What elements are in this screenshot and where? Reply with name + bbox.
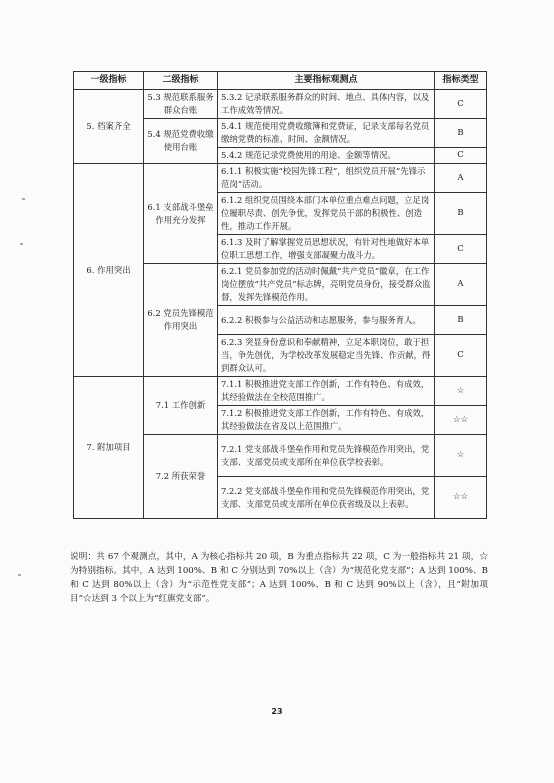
page-number: 23 [271,707,283,716]
level2-cell: 7.1 工作创新 [144,377,218,435]
type-cell: ☆☆ [435,477,487,519]
observation-cell: 7.2.1 党支部战斗堡垒作用和党员先锋模范作用突出，党支部、支部党员或支部所在单位获学校表彰。 [218,435,435,477]
header-observation: 主要指标观测点 [218,72,435,90]
level2-cell: 6.1 支部战斗堡垒作用充分发挥 [144,164,218,264]
level2-cell: 6.2 党员先锋模范作用突出 [144,264,218,377]
header-level2: 二级指标 [144,72,218,90]
level1-cell: 7. 附加项目 [74,377,144,519]
observation-cell: 6.1.1 积极实施“校园先锋工程”，组织党员开展“先锋示范岗”活动。 [218,164,435,193]
type-cell: C [435,148,487,164]
table-row [74,164,487,193]
header-type: 指标类型 [435,72,487,90]
level2-cell: 7.2 所获荣誉 [144,435,218,519]
observation-cell: 7.2.2 党支部战斗堡垒作用和党员先锋模范作用突出，党支部、支部党员或支部所在单位获省级及以上表彰。 [218,477,435,519]
type-cell: A [435,164,487,193]
observation-cell: 6.2.1 党员参加党的活动时佩戴“共产党员”徽章，在工作岗位摆放“共产党员”标志牌，亮明党员身份，接受群众监督，发挥先锋模范作用。 [218,264,435,306]
type-cell: C [435,90,487,119]
scan-mark [22,198,25,200]
type-cell: C [435,335,487,377]
table-row [74,377,487,406]
type-cell: A [435,264,487,306]
observation-cell: 6.2.2 积极参与公益活动和志愿服务，参与服务育人。 [218,306,435,335]
level2-cell: 5.4 规范党费收缴使用台账 [144,119,218,164]
indicator-table [73,71,487,519]
table-row [74,90,487,119]
type-cell: ☆☆ [435,406,487,435]
observation-cell: 6.1.2 组织党员围绕本部门本单位重点难点问题，立足岗位履职尽责、创先争优，发挥党员干部的积极性、创造性，推动工作开展。 [218,193,435,235]
level1-cell: 5. 档案齐全 [74,90,144,164]
observation-cell: 6.2.3 突显身份意识和奉献精神，立足本职岗位，敢于担当，争先创优，为学校改革发展稳定当先锋、作贡献，得到群众认可。 [218,335,435,377]
scan-mark [18,574,21,576]
scan-mark [20,243,23,245]
explanation-note: 说明：共 67 个观测点，其中，A 为核心指标共 20 项，B 为重点指标共 22 项，C 为一般指标共 21 项，☆为特别指标。其中，A 达到 100%、B 和 C 分别达到 70%以上（含）为“规范化党支部”；A 达到 100%、B 和 C 达到 80%以上（含）为“示范性党支部”；A 达到 100%、B 和 C 达到 90%以上（含），且“附加项目”☆达到 3 个以上为“红旗党支部”。 [70,552,488,604]
observation-cell: 7.1.2 积极推进党支部工作创新，工作有特色、有成效，其经验做法在省及以上范围推广。 [218,406,435,435]
type-cell: B [435,193,487,235]
observation-cell: 7.1.1 积极推进党支部工作创新，工作有特色、有成效，其经验做法在全校范围推广。 [218,377,435,406]
type-cell: C [435,235,487,264]
observation-cell: 5.3.2 记录联系服务群众的时间、地点、具体内容，以及工作成效等情况。 [218,90,435,119]
type-cell: ☆ [435,377,487,406]
level1-cell: 6. 作用突出 [74,164,144,377]
header-level1: 一级指标 [74,72,144,90]
observation-cell: 6.1.3 及时了解掌握党员思想状况，有针对性地做好本单位职工思想工作，增强支部凝聚力战斗力。 [218,235,435,264]
observation-cell: 5.4.2 规范记录党费使用的用途、金额等情况。 [218,148,435,164]
table-header-row [74,72,487,90]
type-cell: B [435,306,487,335]
level2-cell: 5.3 规范联系服务群众台账 [144,90,218,119]
type-cell: ☆ [435,435,487,477]
type-cell: B [435,119,487,148]
observation-cell: 5.4.1 规范使用党费收缴簿和党费证，记录支部每名党员缴纳党费的标准、时间、金额情况。 [218,119,435,148]
